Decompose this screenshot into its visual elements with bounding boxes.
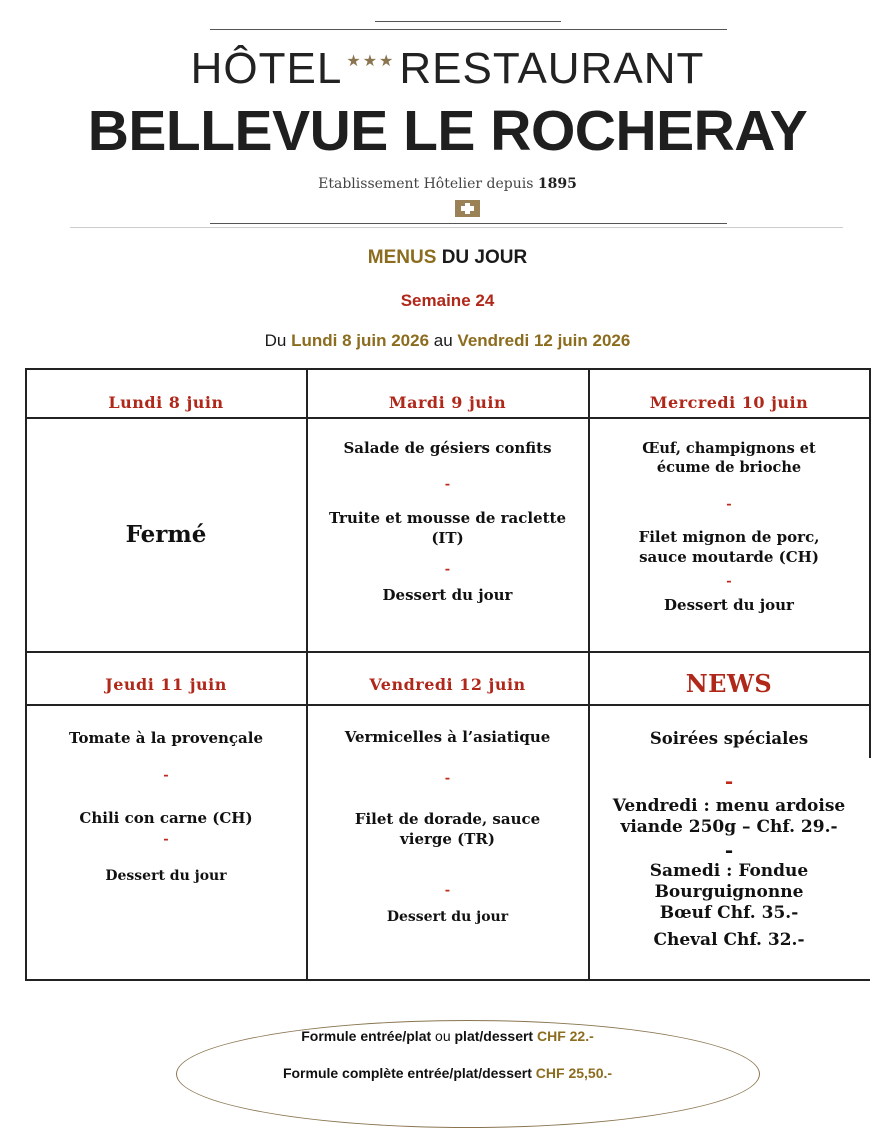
news-saturday-beef: Bœuf Chf. 35.- bbox=[659, 903, 799, 923]
starter-dish: Tomate à la provençale bbox=[69, 729, 263, 747]
separator: - bbox=[724, 838, 734, 862]
starter-dish: Salade de gésiers confits bbox=[343, 439, 552, 457]
starter-dish: Vermicelles à l’asiatique bbox=[344, 728, 551, 746]
news-title: Soirées spéciales bbox=[649, 729, 809, 748]
grid-line bbox=[869, 368, 871, 758]
separator: - bbox=[163, 768, 169, 783]
separator: - bbox=[724, 769, 734, 793]
grid-line bbox=[25, 979, 870, 981]
logo-top-rule-short bbox=[375, 21, 561, 22]
formula-entree-plat: Formule entrée/plat ou plat/dessert CHF 22.- bbox=[301, 1028, 594, 1044]
header-divider bbox=[70, 227, 843, 228]
established-since: Etablissement Hôtelier depuis 1895 bbox=[318, 176, 577, 192]
main-dish: Chili con carne (CH) bbox=[79, 809, 253, 827]
separator: - bbox=[444, 562, 451, 577]
dessert: Dessert du jour bbox=[664, 596, 794, 614]
day-header-wednesday: Mercredi 10 juin bbox=[649, 393, 809, 412]
news-header: NEWS bbox=[685, 669, 773, 698]
grid-line bbox=[25, 651, 870, 653]
date-range: Du Lundi 8 juin 2026 au Vendredi 12 juin 2026 bbox=[264, 331, 631, 350]
news-cell bbox=[589, 728, 869, 951]
dessert: Dessert du jour bbox=[386, 909, 509, 925]
menu-cell-wednesday bbox=[589, 439, 869, 615]
day-header-thursday: Jeudi 11 juin bbox=[105, 675, 227, 694]
closed-label: Fermé bbox=[125, 520, 207, 548]
main-dish: Filet mignon de porc, sauce moutarde (CH) bbox=[638, 528, 820, 566]
news-friday: Vendredi : menu ardoise viande 250g – Chf. 29.- bbox=[612, 796, 846, 837]
menu-cell-friday bbox=[307, 727, 588, 927]
stars-icon: ★★★ bbox=[346, 53, 396, 71]
dessert: Dessert du jour bbox=[382, 586, 513, 604]
news-saturday-horse: Cheval Chf. 32.- bbox=[653, 930, 805, 950]
main-dish: Truite et mousse de raclette (IT) bbox=[328, 509, 567, 547]
day-header-friday: Vendredi 12 juin bbox=[369, 675, 526, 694]
dessert: Dessert du jour bbox=[105, 868, 227, 884]
logo-bottom-rule bbox=[210, 223, 727, 224]
logo-hotel-restaurant: HÔTEL ★★★RESTAURANT bbox=[190, 44, 705, 93]
separator: - bbox=[726, 497, 732, 512]
logo-brand-name: BELLEVUE LE ROCHERAY bbox=[87, 99, 808, 163]
menus-title: MENUS DU JOUR bbox=[367, 247, 528, 268]
separator: - bbox=[444, 771, 451, 786]
menu-cell-monday bbox=[26, 418, 306, 651]
swiss-flag-icon bbox=[455, 200, 480, 217]
day-header-monday: Lundi 8 juin bbox=[108, 393, 224, 412]
starter-dish: Œuf, champignons et écume de brioche bbox=[642, 440, 816, 476]
logo-top-rule bbox=[210, 29, 727, 30]
week-title: Semaine 24 bbox=[400, 291, 495, 310]
separator: - bbox=[444, 477, 451, 492]
menu-cell-thursday bbox=[26, 728, 306, 886]
formula-complete: Formule complète entrée/plat/dessert CHF 25,50.- bbox=[282, 1065, 613, 1081]
news-saturday: Samedi : Fondue Bourguignonne bbox=[649, 861, 809, 902]
grid-line bbox=[25, 704, 870, 706]
main-dish: Filet de dorade, sauce vierge (TR) bbox=[354, 810, 541, 848]
separator: - bbox=[726, 574, 732, 589]
menu-cell-tuesday bbox=[307, 438, 588, 605]
day-header-tuesday: Mardi 9 juin bbox=[388, 393, 507, 412]
separator: - bbox=[163, 832, 169, 847]
separator: - bbox=[444, 883, 451, 898]
grid-line bbox=[25, 368, 870, 370]
